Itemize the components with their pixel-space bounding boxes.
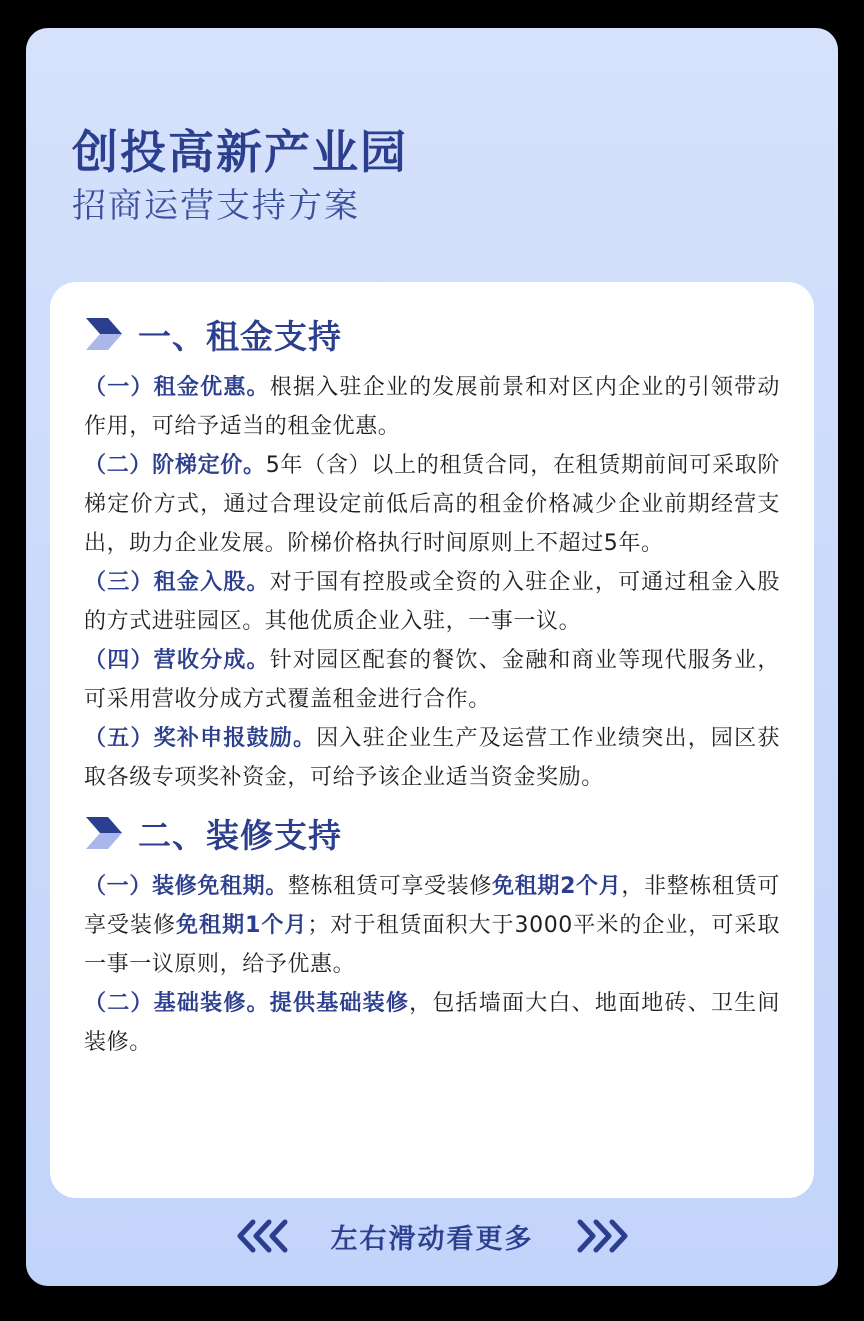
rent-item-1: （一）租金优惠。根据入驻企业的发展前景和对区内企业的引领带动作用，可给予适当的租金优惠。 bbox=[84, 375, 780, 439]
content-panel bbox=[50, 282, 814, 1198]
triple-chevron-left-icon[interactable] bbox=[235, 1219, 295, 1253]
rent-item-2: （二）阶梯定价。5年（含）以上的租赁合同，在租赁期前间可采取阶梯定价方式，通过合理设定前低后高的租金价格减少企业前期经营支出，助力企业发展。阶梯价格执行时间原则上不超过5年。 bbox=[84, 453, 780, 556]
rent-item-4: （四）营收分成。针对园区配套的餐饮、金融和商业等现代服务业，可采用营收分成方式覆盖租金进行合作。 bbox=[84, 648, 780, 712]
rent-item-5: （五）奖补申报鼓励。因入驻企业生产及运营工作业绩突出，园区获取各级专项奖补资金，可给予该企业适当资金奖励。 bbox=[84, 726, 780, 790]
page-subtitle: 招商运营支持方案 bbox=[72, 186, 360, 226]
swipe-hint-text: 左右滑动看更多 bbox=[330, 1223, 534, 1255]
rent-item-3: （三）租金入股。对于国有控股或全资的入驻企业，可通过租金入股的方式进驻园区。其他优质企业入驻，一事一议。 bbox=[84, 570, 780, 634]
section-heading-text: 二、装修支持 bbox=[138, 815, 342, 855]
scheme-card bbox=[26, 28, 838, 1286]
decoration-item-2: （二）基础装修。提供基础装修，包括墙面大白、地面地砖、卫生间装修。 bbox=[84, 991, 780, 1055]
page-title: 创投高新产业园 bbox=[72, 125, 408, 179]
chevron-right-icon bbox=[84, 316, 124, 352]
triple-chevron-right-icon[interactable] bbox=[570, 1219, 630, 1253]
section-heading-text: 一、租金支持 bbox=[138, 316, 342, 356]
swipe-hint-bar[interactable] bbox=[26, 1208, 838, 1264]
section-heading-decoration bbox=[84, 807, 780, 859]
decoration-item-1: （一）装修免租期。整栋租赁可享受装修免租期2个月，非整栋租赁可享受装修免租期1个月；对于租赁面积大于3000平米的企业，可采取一事一议原则，给予优惠。 bbox=[84, 874, 781, 977]
chevron-right-icon bbox=[84, 815, 124, 851]
section-heading-rent bbox=[84, 308, 780, 360]
